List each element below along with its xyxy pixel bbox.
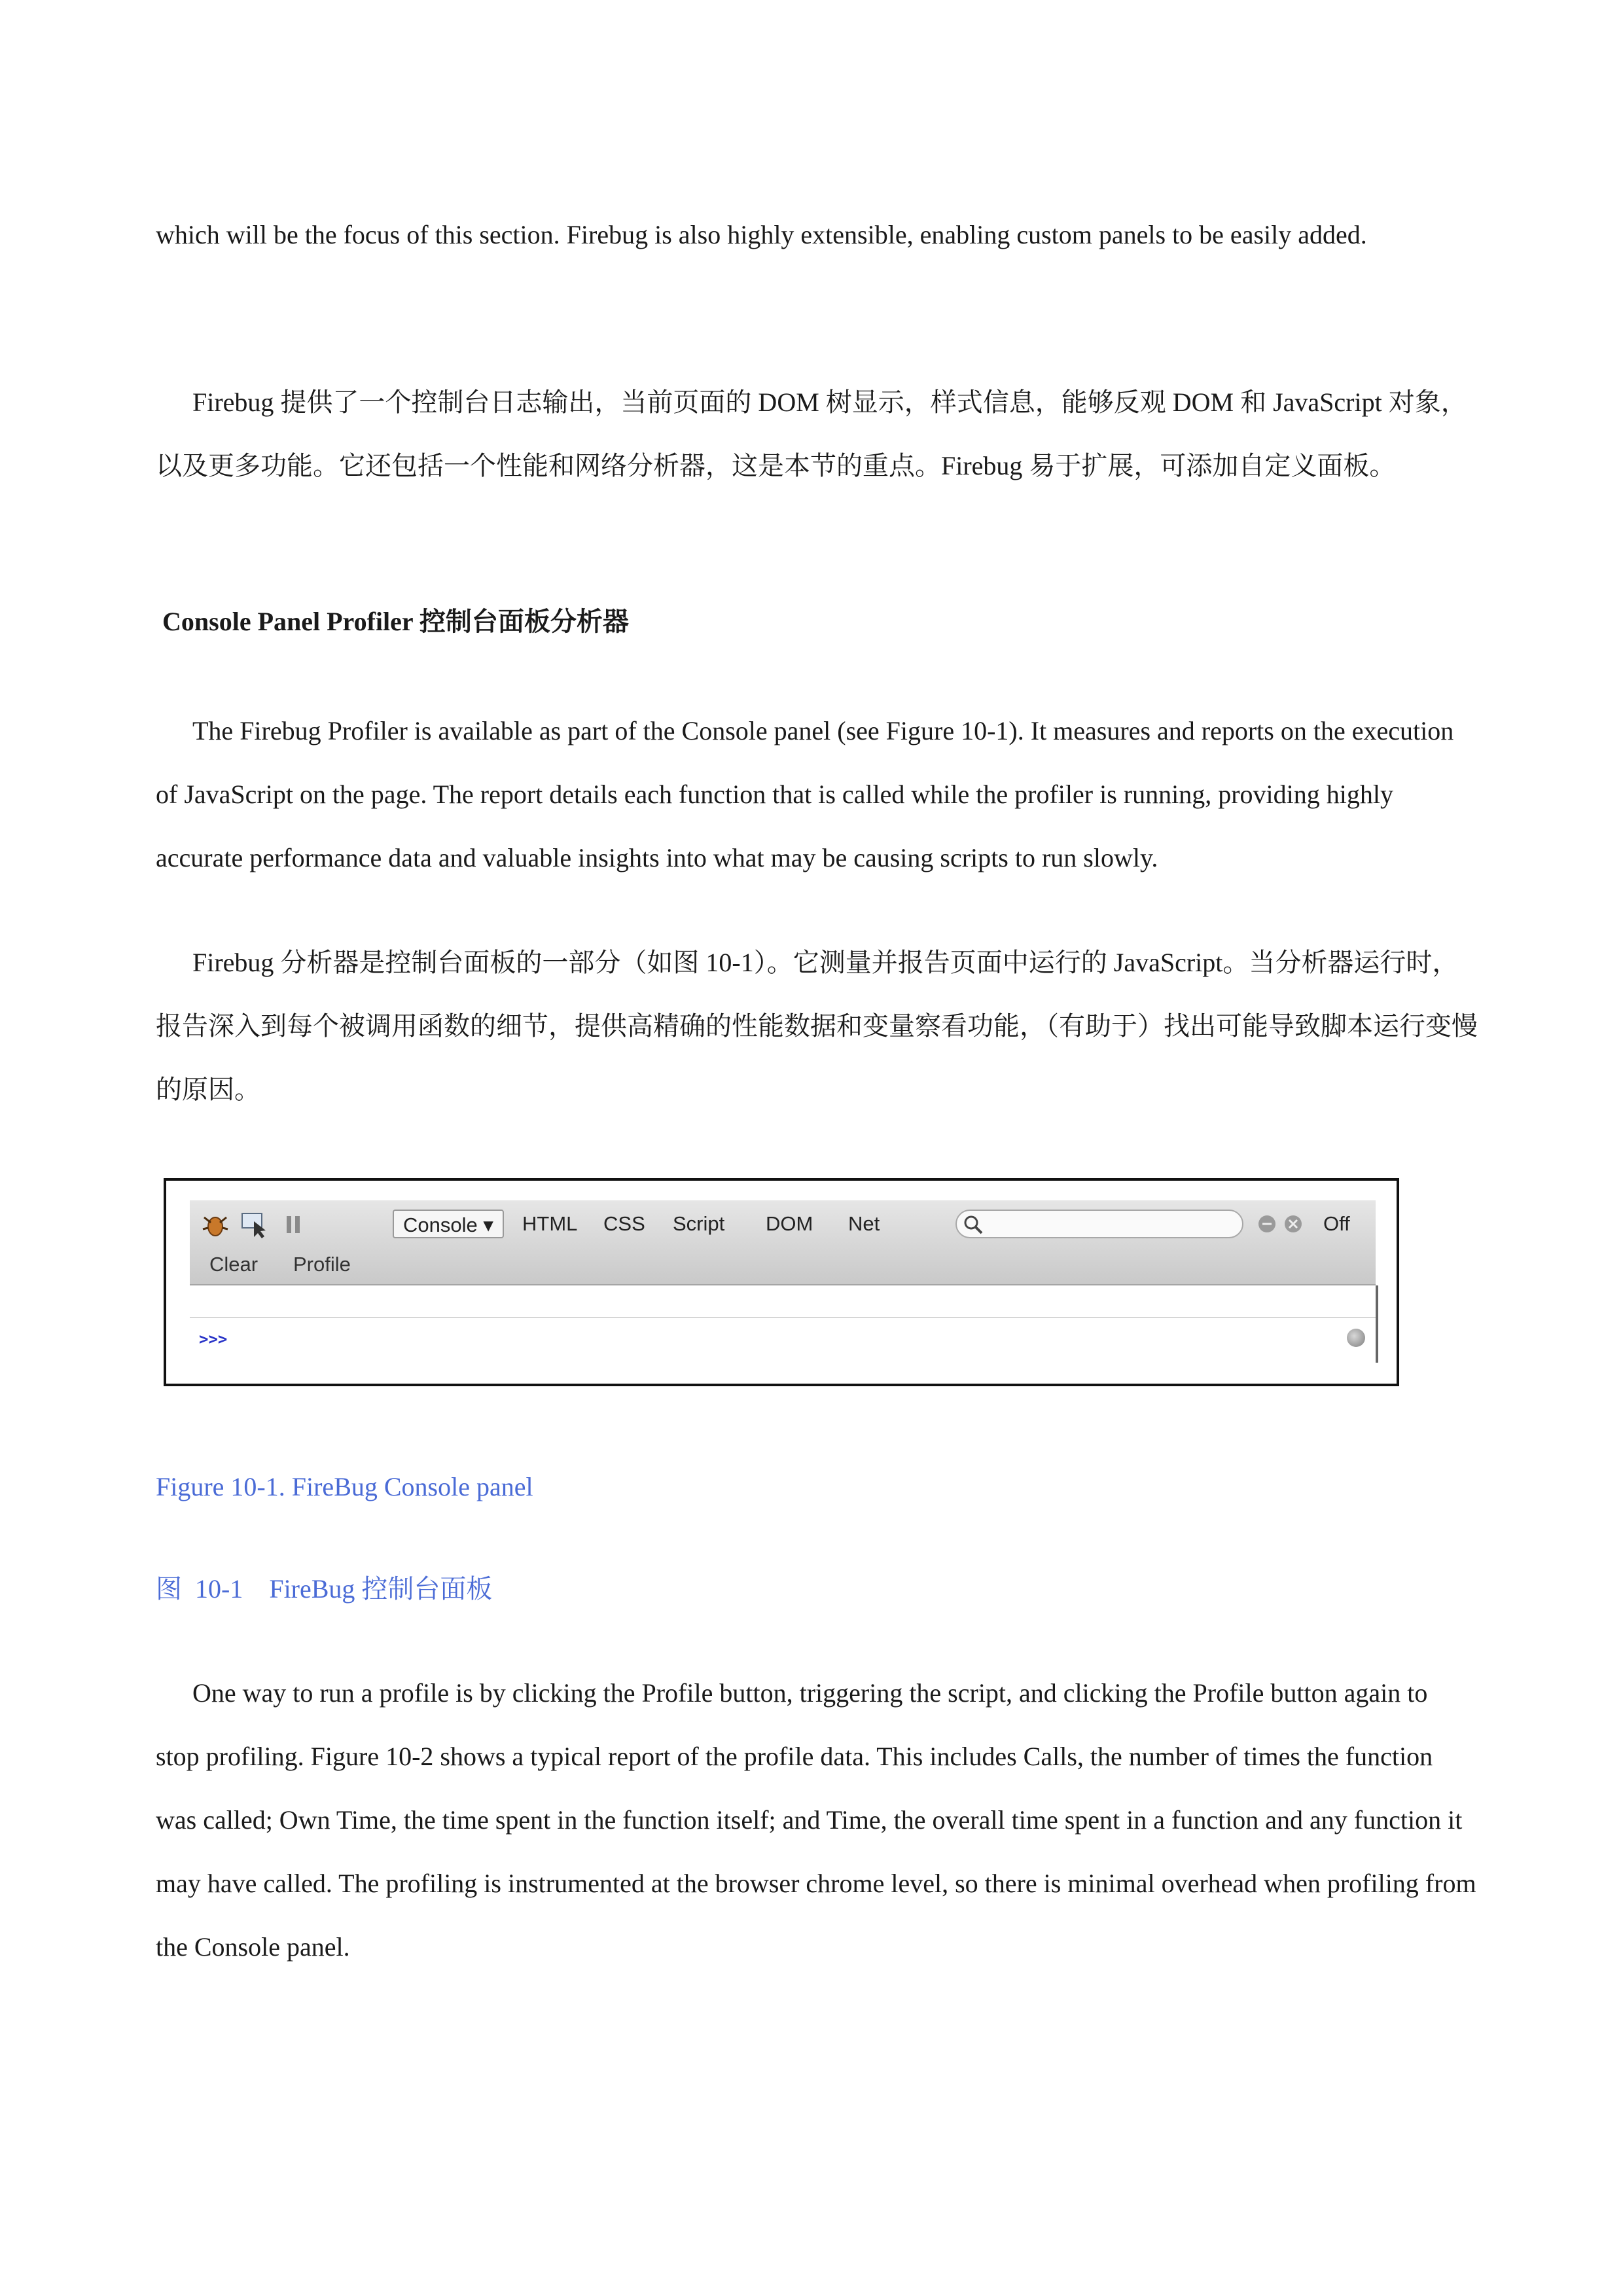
firebug-toolbar <box>190 1200 1376 1285</box>
firebug-console-panel <box>190 1200 1376 1363</box>
tab-net[interactable]: Net <box>848 1212 880 1235</box>
section-heading: Console Panel Profiler 控制台面板分析器 <box>162 607 629 636</box>
tab-dom[interactable]: DOM <box>766 1212 813 1235</box>
tab-css[interactable]: CSS <box>603 1212 645 1235</box>
figure-caption-en: Figure 10-1. FireBug Console panel <box>156 1472 533 1501</box>
console-divider <box>190 1317 1376 1318</box>
search-icon <box>962 1213 984 1236</box>
minimize-icon[interactable] <box>1257 1213 1277 1234</box>
tab-console[interactable]: Console ▾ <box>393 1210 504 1238</box>
inspect-icon[interactable] <box>238 1208 271 1241</box>
off-button[interactable]: Off <box>1323 1212 1350 1235</box>
paragraph-profiler-en: The Firebug Profiler is available as part of the Console panel (see Figure 10-1). It measures and reports on the execution of JavaScript on the page. The report details each function that is called while the profiler is running, providing highly accurate performance data and valuable insights into what may be causing scripts to run slowly. <box>156 716 1454 872</box>
tab-html[interactable]: HTML <box>522 1212 578 1235</box>
pause-icon[interactable] <box>277 1208 310 1241</box>
clear-button[interactable]: Clear <box>209 1253 259 1276</box>
figure-10-1 <box>164 1178 1399 1386</box>
firebug-icon[interactable] <box>199 1208 232 1241</box>
tab-script[interactable]: Script <box>673 1212 725 1235</box>
paragraph-intro-continued: which will be the focus of this section. Firebug is also highly extensible, enabling custom panels to be easily added. <box>156 220 1367 249</box>
console-output <box>190 1285 1378 1363</box>
firebug-command-row <box>190 1246 1376 1280</box>
paragraph-firebug-zh: Firebug 提供了一个控制台日志输出，当前页面的 DOM 树显示，样式信息，能够反观 DOM 和 JavaScript 对象，以及更多功能。它还包括一个性能和网络分析器，这是本节的重点。Firebug 易于扩展，可添加自定义面板。 <box>156 387 1467 480</box>
paragraph-profiler-zh: Firebug 分析器是控制台面板的一部分（如图 10-1）。它测量并报告页面中运行的 JavaScript。当分析器运行时，报告深入到每个被调用函数的细节，提供高精确的性能数据和变量察看功能，（有助于）找出可能导致脚本运行变慢的原因。 <box>156 948 1478 1104</box>
command-line-toggle-icon[interactable] <box>1347 1329 1365 1347</box>
command-prompt[interactable]: >>> <box>199 1330 228 1348</box>
paragraph-run-profile: One way to run a profile is by clicking the Profile button, triggering the script, and clicking the Profile button again to stop profiling. Figure 10-2 shows a typical report of the profile data. This includes Calls, the number of times the function was called; Own Time, the time spent in the function itself; and Time, the overall time spent in a function and any function it may have called. The profiling is instrumented at the browser chrome level, so there is minimal overhead when profiling from the Console panel. <box>156 1678 1476 1962</box>
profile-button[interactable]: Profile <box>293 1253 351 1276</box>
close-icon[interactable] <box>1283 1213 1304 1234</box>
firebug-tab-row <box>190 1204 1376 1241</box>
search-input[interactable] <box>955 1210 1243 1238</box>
figure-caption-zh: 图 10-1 FireBug 控制台面板 <box>156 1574 493 1604</box>
